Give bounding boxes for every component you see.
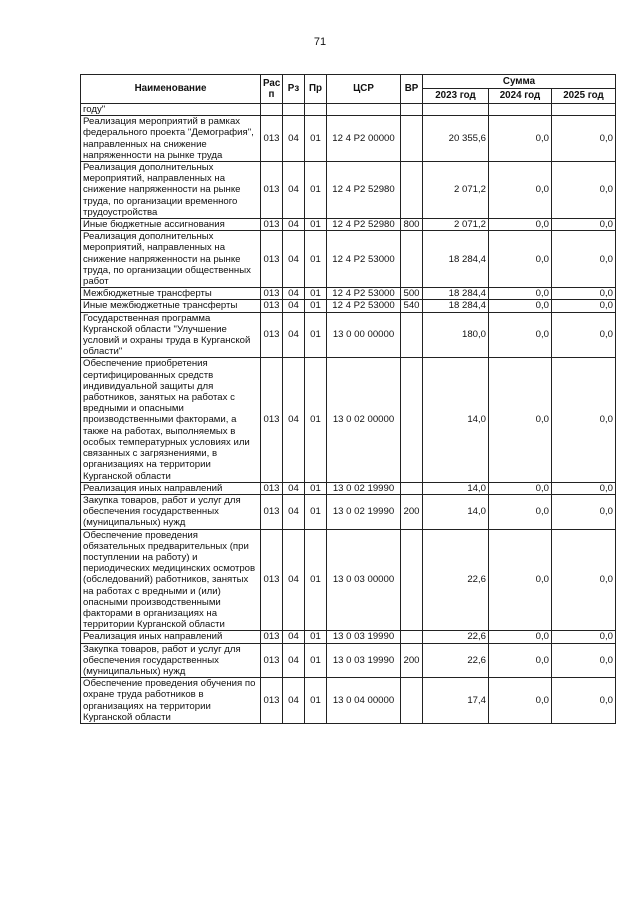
cell-vr	[401, 116, 423, 162]
cell-s2024: 0,0	[489, 231, 552, 288]
cell-name: Реализация дополнительных мероприятий, направленных на снижение напряженности на рынке труда, по организации общественных работ	[81, 231, 261, 288]
cell-s2025	[552, 104, 616, 116]
header-pr: Пр	[305, 75, 327, 104]
cell-csr: 13 0 00 00000	[327, 312, 401, 358]
cell-vr: 800	[401, 219, 423, 231]
table-row	[81, 104, 616, 116]
cell-s2024: 0,0	[489, 300, 552, 312]
cell-s2024: 0,0	[489, 631, 552, 643]
cell-pr: 01	[305, 631, 327, 643]
budget-table	[80, 74, 616, 724]
cell-s2025: 0,0	[552, 482, 616, 494]
cell-s2024: 0,0	[489, 482, 552, 494]
cell-name: Реализация иных направлений	[81, 631, 261, 643]
cell-rz: 04	[283, 231, 305, 288]
cell-s2023: 2 071,2	[423, 162, 489, 219]
cell-rz: 04	[283, 219, 305, 231]
table-row	[81, 219, 616, 231]
cell-name: Реализация иных направлений	[81, 482, 261, 494]
cell-csr: 12 4 P2 52980	[327, 162, 401, 219]
cell-csr: 13 0 02 19990	[327, 482, 401, 494]
table-row	[81, 494, 616, 529]
cell-name: году"	[81, 104, 261, 116]
cell-name: Реализация мероприятий в рамках федерального проекта "Демография", направленных на снижение напряженности на рынке труда	[81, 116, 261, 162]
cell-rz: 04	[283, 300, 305, 312]
cell-name: Государственная программа Курганской области "Улучшение условий и охраны труда в Курганской области"	[81, 312, 261, 358]
cell-rz: 04	[283, 678, 305, 724]
table-row	[81, 643, 616, 678]
table-row	[81, 482, 616, 494]
cell-s2023: 18 284,4	[423, 231, 489, 288]
header-csr: ЦСР	[327, 75, 401, 104]
cell-ras: 013	[261, 219, 283, 231]
table-body	[81, 104, 616, 724]
cell-ras: 013	[261, 678, 283, 724]
cell-rz: 04	[283, 643, 305, 678]
cell-pr: 01	[305, 231, 327, 288]
cell-rz	[283, 104, 305, 116]
table-row	[81, 116, 616, 162]
cell-s2023: 2 071,2	[423, 219, 489, 231]
cell-s2025: 0,0	[552, 643, 616, 678]
cell-name: Обеспечение проведения обучения по охране труда работников в организациях на территории Курганской области	[81, 678, 261, 724]
cell-vr: 500	[401, 288, 423, 300]
page-number: 71	[313, 36, 327, 48]
cell-csr: 13 0 03 00000	[327, 529, 401, 631]
cell-ras: 013	[261, 300, 283, 312]
cell-name: Иные бюджетные ассигнования	[81, 219, 261, 231]
table-row	[81, 288, 616, 300]
header-2025: 2025 год	[552, 89, 616, 104]
cell-pr: 01	[305, 678, 327, 724]
cell-s2023: 22,6	[423, 643, 489, 678]
cell-vr	[401, 231, 423, 288]
table-row	[81, 300, 616, 312]
cell-csr: 13 0 02 19990	[327, 494, 401, 529]
cell-s2023: 20 355,6	[423, 116, 489, 162]
cell-s2024: 0,0	[489, 312, 552, 358]
cell-s2023: 14,0	[423, 358, 489, 482]
cell-rz: 04	[283, 529, 305, 631]
cell-ras: 013	[261, 494, 283, 529]
cell-vr	[401, 162, 423, 219]
cell-vr: 200	[401, 494, 423, 529]
cell-rz: 04	[283, 482, 305, 494]
cell-vr	[401, 631, 423, 643]
cell-csr: 12 4 P2 53000	[327, 288, 401, 300]
cell-s2025: 0,0	[552, 231, 616, 288]
header-ras: Рас п	[261, 75, 283, 104]
cell-rz: 04	[283, 358, 305, 482]
cell-csr: 13 0 04 00000	[327, 678, 401, 724]
cell-s2024: 0,0	[489, 358, 552, 482]
cell-name: Закупка товаров, работ и услуг для обеспечения государственных (муниципальных) нужд	[81, 494, 261, 529]
cell-pr: 01	[305, 312, 327, 358]
cell-s2023: 14,0	[423, 482, 489, 494]
cell-ras: 013	[261, 482, 283, 494]
cell-s2023: 14,0	[423, 494, 489, 529]
cell-name: Реализация дополнительных мероприятий, направленных на снижение напряженности на рынке труда, по организации временного трудоустройства	[81, 162, 261, 219]
cell-s2024: 0,0	[489, 219, 552, 231]
cell-name: Обеспечение проведения обязательных предварительных (при поступлении на работу) и периодических медицинских осмотров (обследований) работников, занятых на работах с вредными и (или) опасными производственными факторами в организациях на территории Курганской области	[81, 529, 261, 631]
cell-vr	[401, 482, 423, 494]
cell-csr: 13 0 03 19990	[327, 643, 401, 678]
cell-pr: 01	[305, 288, 327, 300]
header-vr: ВР	[401, 75, 423, 104]
cell-vr	[401, 678, 423, 724]
cell-rz: 04	[283, 312, 305, 358]
cell-s2024	[489, 104, 552, 116]
cell-ras: 013	[261, 312, 283, 358]
table-row	[81, 529, 616, 631]
cell-ras: 013	[261, 162, 283, 219]
cell-vr: 200	[401, 643, 423, 678]
cell-s2025: 0,0	[552, 219, 616, 231]
cell-s2025: 0,0	[552, 678, 616, 724]
header-2024: 2024 год	[489, 89, 552, 104]
cell-name: Обеспечение приобретения сертифицированных средств индивидуальной защиты для работников, занятых на работах с вредными и опасными производственными факторами, а также на работах, выполняемых в особых температурных условиях или связанных с загрязнениями, в организациях на территории Курганской области	[81, 358, 261, 482]
cell-s2024: 0,0	[489, 494, 552, 529]
cell-s2025: 0,0	[552, 288, 616, 300]
cell-vr: 540	[401, 300, 423, 312]
cell-s2025: 0,0	[552, 162, 616, 219]
cell-s2023: 18 284,4	[423, 288, 489, 300]
cell-rz: 04	[283, 494, 305, 529]
cell-csr: 12 4 P2 00000	[327, 116, 401, 162]
cell-csr: 12 4 P2 53000	[327, 231, 401, 288]
cell-s2024: 0,0	[489, 288, 552, 300]
cell-s2025: 0,0	[552, 300, 616, 312]
cell-pr: 01	[305, 482, 327, 494]
table-row	[81, 678, 616, 724]
table-row	[81, 162, 616, 219]
cell-s2024: 0,0	[489, 643, 552, 678]
cell-s2025: 0,0	[552, 312, 616, 358]
cell-pr: 01	[305, 300, 327, 312]
header-name: Наименование	[81, 75, 261, 104]
cell-s2024: 0,0	[489, 529, 552, 631]
cell-pr: 01	[305, 162, 327, 219]
cell-name: Иные межбюджетные трансферты	[81, 300, 261, 312]
cell-s2025: 0,0	[552, 529, 616, 631]
cell-csr: 13 0 03 19990	[327, 631, 401, 643]
cell-s2024: 0,0	[489, 116, 552, 162]
cell-ras: 013	[261, 529, 283, 631]
header-rz: Рз	[283, 75, 305, 104]
cell-s2024: 0,0	[489, 678, 552, 724]
cell-pr: 01	[305, 494, 327, 529]
cell-vr	[401, 104, 423, 116]
cell-s2023: 17,4	[423, 678, 489, 724]
cell-csr: 13 0 02 00000	[327, 358, 401, 482]
cell-pr: 01	[305, 116, 327, 162]
cell-s2025: 0,0	[552, 631, 616, 643]
cell-pr: 01	[305, 529, 327, 631]
cell-ras: 013	[261, 643, 283, 678]
cell-s2023: 18 284,4	[423, 300, 489, 312]
cell-ras: 013	[261, 116, 283, 162]
cell-s2025: 0,0	[552, 358, 616, 482]
table-row	[81, 312, 616, 358]
cell-ras	[261, 104, 283, 116]
cell-s2025: 0,0	[552, 494, 616, 529]
cell-rz: 04	[283, 631, 305, 643]
cell-csr	[327, 104, 401, 116]
cell-name: Закупка товаров, работ и услуг для обеспечения государственных (муниципальных) нужд	[81, 643, 261, 678]
cell-s2025: 0,0	[552, 116, 616, 162]
table-row	[81, 631, 616, 643]
cell-rz: 04	[283, 116, 305, 162]
header-sum: Сумма	[423, 75, 616, 89]
cell-s2023	[423, 104, 489, 116]
cell-pr: 01	[305, 643, 327, 678]
cell-pr	[305, 104, 327, 116]
cell-ras: 013	[261, 288, 283, 300]
cell-s2024: 0,0	[489, 162, 552, 219]
cell-rz: 04	[283, 162, 305, 219]
cell-pr: 01	[305, 358, 327, 482]
cell-name: Межбюджетные трансферты	[81, 288, 261, 300]
table-row	[81, 231, 616, 288]
cell-ras: 013	[261, 358, 283, 482]
header-2023: 2023 год	[423, 89, 489, 104]
cell-ras: 013	[261, 231, 283, 288]
cell-vr	[401, 312, 423, 358]
table-row	[81, 358, 616, 482]
cell-rz: 04	[283, 288, 305, 300]
cell-s2023: 180,0	[423, 312, 489, 358]
table-header	[81, 75, 616, 104]
cell-csr: 12 4 P2 53000	[327, 300, 401, 312]
cell-ras: 013	[261, 631, 283, 643]
cell-vr	[401, 529, 423, 631]
cell-vr	[401, 358, 423, 482]
cell-pr: 01	[305, 219, 327, 231]
cell-csr: 12 4 P2 52980	[327, 219, 401, 231]
cell-s2023: 22,6	[423, 529, 489, 631]
cell-s2023: 22,6	[423, 631, 489, 643]
